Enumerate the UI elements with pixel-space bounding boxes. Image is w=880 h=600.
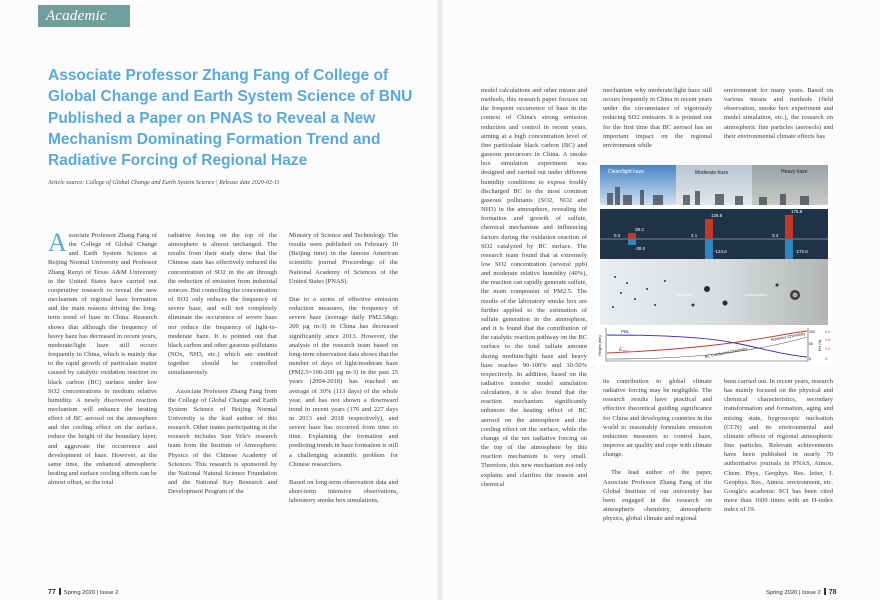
article-title: Associate Professor Zhang Fang of College of Global Change and Earth System Science of BNU Published a Paper on PNAS to Reveal a New Mechanism Dominating Formation Trend and Radiative Forcing of Regional Haze — [48, 67, 413, 170]
column-5-bottom — [603, 377, 712, 532]
column-6-bottom-text: been carried out. In recent years, research has mainly focused on the physical and chemical characteristics, secondary transformation and formation, aging and mixing state, hygroscopic nucleation (CCN) and its environmental and climatic effects of regional atmospheric fine particles. Relevant achievements have been published in nearly 70 authoritative journals in PNAS, Atmos. Chem. Phys, Geophys. Res. letter, J. Geophys. Res., Atmos. environment, etc. Google's academic SCI has been cited more than 1600 times with an H-index index of 19. — [724, 378, 833, 514]
column-4 — [481, 86, 587, 498]
aqueous-chem-label: Aqueous Chemistry — [770, 330, 806, 342]
panel-label-heavy: Heavy haze — [781, 169, 808, 175]
value-heavy-neg: -172.6 — [795, 249, 808, 254]
column-6-top-text: environment for many years. Based on various means and methods (field observation, smoke box experiment and model simulation, etc.), the research on atmospheric fine particles (aerosols) and their environmental climate effects has — [724, 87, 833, 140]
rel-tick-2: 2.0 — [825, 330, 831, 334]
warming-bar-clean — [628, 233, 636, 239]
footer-right-sep: | — [797, 590, 802, 596]
column-4-text: model calculations and other means and methods, this research paper focuses on the frequent occurrence of haze in the context of China's strong emission reduction and control in recent years, aiming at a high concentration level of fine particulate black carbon (BC) and gaseous precursors in China. A smoke box simulation experiment was designed and carried out under different humidity conditions to expose freshly discharged BC to the most common gaseous pollutants (SO2, NO2 and NH3) in the atmosphere, revealing the formation and growth of sulfate, chemical mechanism and influencing factors during the oxidation reaction of SO2 catalyzed by BC surface. The research team found that at extremely low SO2 concentration (several ppb) and moderate relative humidity (40%), the reaction can rapidly generate sulfate, the main component of PM2.5. The results of the laboratory smoke box are further applied to the estimation of sulfate generation in the atmosphere, and it is found that the contribution of the catalytic reaction pathway on the BC surface to the total sulfate amount during medium/light haze and heavy haze reaches 90-100% and 30-50% respectively. In addition, based on the radiative transfer model simulation calculation, it is also found that the reaction mechanism significantly enhances the heating effect of BC aerosol on the atmosphere and the cooling effect on the surface, while the change of the net radiative forcing on the top of the atmosphere by this reaction mechanism is very small. Therefore, this new mechanism not only explains and clarifies the reason and chemical — [481, 87, 587, 488]
column-1 — [48, 228, 157, 487]
footer-right-page-number: 78 — [828, 589, 837, 596]
cooling-bar-clean — [628, 239, 636, 245]
column-3-para-3: Based on long-term observation data and short-term intensive observations, laboratory smoke box simulations, — [289, 478, 398, 505]
column-3-para-2: Due to a series of effective emission reduction measures, the frequency of severe haze (average daily PM2.5&gt; 200 μg m-3) in China has decreased significantly since 2013. However, the analysis of the research team based on long-term observation data shows that the number of days of light/moderate haze (PM2.5=100-200 μg m-3) in the past 15 years (2004-2018) has reached an average of 30% (113 days) of the whole year, and has not shown a downward trend in recent years (176 and 227 days in 2013 and 2018 respectively), and severe haze has occurred from time to time. Explaining the formation and predicting trends in haze formation is still a challenging scientific problem for Chinese researchers. — [289, 295, 398, 468]
column-3-para-1: Ministry of Science and Technology. The results were published on February 10 (Beijing time) in the famous American scientific journal Proceedings of the National Academy of Sciences of the United States (PNAS). — [289, 232, 398, 285]
panel-label-moderate: Moderate haze — [695, 170, 729, 176]
rel-tick-1: 1.0 — [825, 347, 831, 351]
value-moderate-small: 2.1 — [691, 233, 698, 238]
column-5-bottom-para-1: its contribution to global climate radiative forcing may be negligible. The research results have practical and effective theoretical guiding significance for China and developing countries in the world to reasonably formulate emission reduction measures to control haze, improve air quality and cope with climate change. — [603, 378, 712, 459]
figure-svg — [595, 165, 832, 365]
value-clean-small: 0.3 — [614, 233, 621, 238]
column-5-top — [603, 86, 712, 159]
cooling-bar-heavy — [785, 239, 793, 259]
pbl-label: PBL — [621, 329, 630, 334]
warming-bar-moderate — [705, 219, 713, 239]
bc-chem-label: BC Catalyzed Chemistry — [704, 345, 748, 359]
footer-right-issue-number: Issue 2 — [802, 590, 821, 596]
value-heavy-small: 3.4 — [772, 233, 779, 238]
rh-tick-100: 100 — [809, 330, 816, 334]
value-clean-pos: 38.3 — [635, 227, 644, 232]
rel-tick-15: 1.5 — [825, 338, 831, 342]
haze-mechanism-figure — [595, 165, 832, 365]
column-5-top-text: mechanism why moderate/light haze still occurs frequently in China in recent years under the circumstance of vigorously reducing SO2 emission. It is pointed out for the first time that BC aerosol has an important impact on the regional environment while — [603, 87, 712, 149]
cooling-bar-moderate — [705, 239, 713, 259]
panel-label-clean: Clean/light haze — [608, 169, 644, 175]
column-1-text: ssociate Professor Zhang Fang of the College of Global Change and Earth System Science at Beijing Normal University and Professor Zhang Renyi of Texas A&M University in the United States have carried out cooperative research to reveal the new mechanism of regional haze formation and the main reasons driving the long-term trend of haze in China. Research shows that although the frequency of heavy haze has decreased in recent years, moderate/light haze still occurs frequently in China, which is mainly due to the rapid growth of particulate matter caused by catalytic oxidation reaction on black carbon (BC) surface under low SO2 concentrations in medium relative humidity. A newly discovered reaction mechanism will enhance the heating effect of BC aerosol on the atmosphere and the cooling effect on the surface, reduce the height of the boundary layer, and aggravate the occurrence and development of haze. However, at the same time, the enhanced atmospheric heating and surface cooling effects can be almost offset, so the total — [48, 232, 157, 487]
e-label: E — [619, 347, 623, 353]
footer-left-divider — [59, 588, 61, 595]
footer-left-issue: Spring 2020 — [63, 590, 96, 596]
footer-left — [48, 588, 119, 596]
article-source-line: Article source: College of Global Change and Earth System Science | Release date 2020-02-11 — [48, 180, 280, 186]
footer-left-sep: | — [95, 590, 100, 596]
column-6-top — [724, 86, 833, 150]
footer-right — [766, 588, 837, 596]
section-tag: Academic — [38, 5, 130, 27]
value-heavy-pos: 175.9 — [791, 209, 803, 214]
value-clean-neg: -38.0 — [635, 246, 646, 251]
e-sub-label: BSS — [623, 349, 630, 353]
footer-right-divider — [824, 588, 826, 595]
drop-cap: A — [48, 228, 67, 257]
warming-bar-heavy — [785, 215, 793, 239]
value-moderate-neg: -124.6 — [714, 249, 727, 254]
y-axis-label-height: Height (km) — [597, 335, 602, 356]
column-2 — [168, 231, 277, 505]
rh-axis-label: RH (%) — [818, 339, 822, 351]
column-2-para-2: Associate Professor Zhang Fang from the College of Global Change and Earth System Science of Beijing Normal University is the lead author of this research. Other teams participating in the research includes Sun Yele's research team from the Institute of Atmospheric Physics of the Chinese Academy of Sciences. This research is sponsored by the National Natural Science Foundation and the National Key Research and Development Program of the — [168, 387, 277, 496]
rh-tick-50: 50 — [809, 342, 814, 346]
column-3 — [289, 231, 398, 514]
column-5-bottom-para-2: The lead author of the paper, Associate Professor Zhang Fang of the Global Institute of our university has been engaged in the research on atmospheric chemistry, atmospheric physics, global climate and regional — [603, 469, 712, 523]
footer-left-page-number: 77 — [48, 589, 56, 596]
rh-tick-0: 0 — [809, 357, 812, 361]
column-2-para-1: radiative forcing on the top of the atmosphere is almost unchanged. The results from their study show that the Chinese state has effectively reduced the concentration of SO2 in the air through the reduction of emission from industrial sources. But controlling the concentration of SO2 only reduces the frequency of severe haze, and will not completely eliminate the occurrence of severe haze nor reduce the frequency of light-to-moderate haze. It is pointed out that black carbon and other gaseous pollutants (NOx, NH3, etc.) which are emitted together should be controlled simultaneously. — [168, 232, 277, 377]
page-gutter — [437, 0, 443, 600]
rel-tick-0: 0 — [825, 357, 828, 361]
footer-left-issue-number: Issue 2 — [99, 590, 119, 596]
value-moderate-pos: 126.8 — [711, 213, 723, 218]
column-6-bottom — [724, 377, 833, 523]
footer-right-issue: Spring 2020 — [766, 590, 798, 596]
